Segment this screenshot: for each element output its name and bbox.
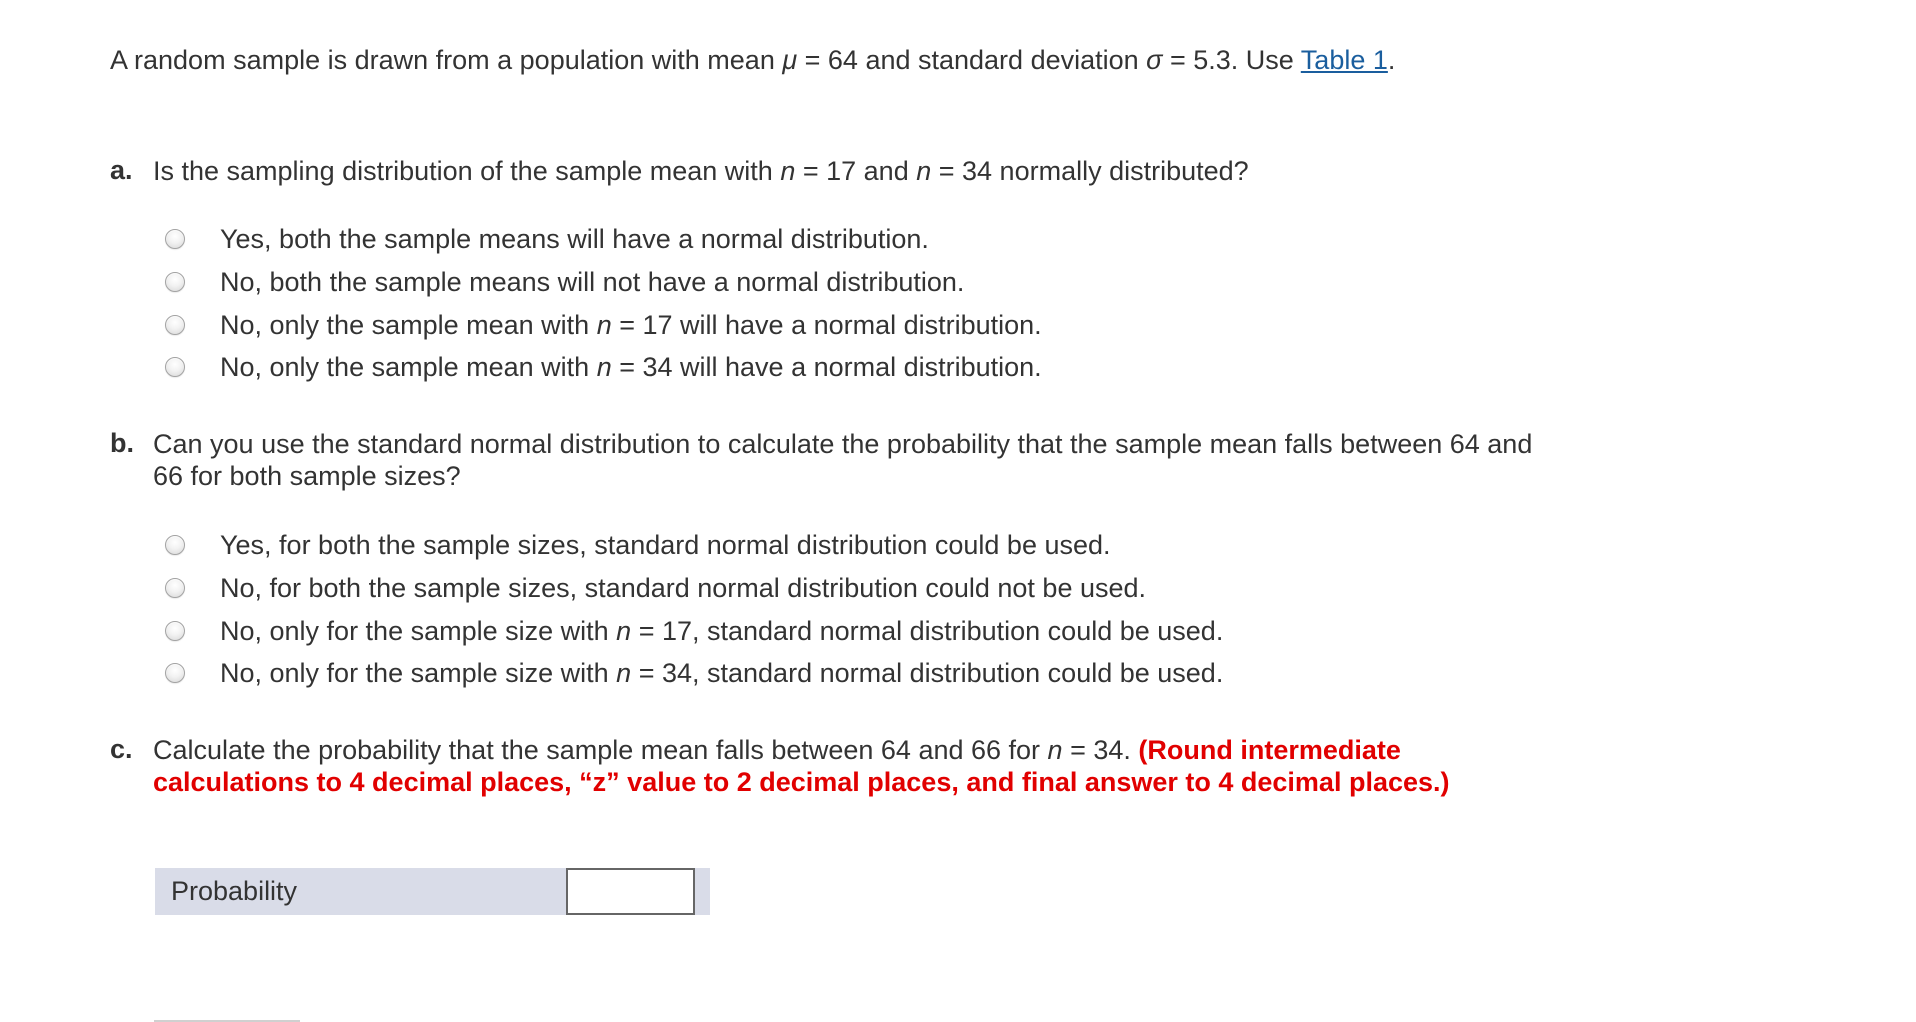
probability-input[interactable]	[566, 868, 695, 915]
question-a-text-1: Is the sampling distribution of the sample mean with	[153, 156, 781, 186]
answer-table	[155, 868, 710, 915]
question-b-text: Can you use the standard normal distribution to calculate the probability that the sample mean falls between 64 and 66 for both sample sizes?	[153, 429, 1533, 491]
option-text-pre: No, only for the sample size with	[220, 658, 617, 688]
radio-button[interactable]	[165, 272, 185, 292]
radio-button[interactable]	[165, 663, 185, 683]
radio-button[interactable]	[165, 229, 185, 249]
question-c-text-1: Calculate the probability that the sample mean falls between 64 and 66 for	[153, 735, 1048, 765]
intro-text-2: = 64 and standard deviation	[797, 45, 1147, 75]
option-label	[220, 351, 1042, 383]
option-label	[220, 309, 1042, 341]
n-variable: n	[1047, 735, 1063, 765]
option-label	[220, 615, 1223, 647]
option-label: No, for both the sample sizes, standard normal distribution could not be used.	[220, 573, 1147, 603]
problem-intro	[110, 44, 1470, 76]
radio-button[interactable]	[165, 535, 185, 555]
intro-text-4: .	[1387, 45, 1396, 75]
option-a1[interactable]	[165, 223, 1365, 263]
option-b2[interactable]	[165, 572, 1365, 612]
option-text-post: = 34, standard normal distribution could be used.	[631, 658, 1224, 688]
radio-button[interactable]	[165, 357, 185, 377]
question-c-letter: c.	[110, 734, 133, 764]
option-text-post: = 17 will have a normal distribution.	[611, 310, 1042, 340]
intro-text-1: A random sample is drawn from a population with mean	[110, 45, 783, 75]
radio-button[interactable]	[165, 315, 185, 335]
question-a-text-3: = 34 normally distributed?	[931, 156, 1249, 186]
question-b-letter: b.	[110, 428, 134, 458]
sigma-symbol: σ	[1146, 45, 1163, 75]
n-variable: n	[596, 310, 612, 340]
option-a3[interactable]	[165, 309, 1365, 349]
option-label: No, both the sample means will not have a normal distribution.	[220, 267, 965, 297]
intro-text-3: = 5.3. Use	[1162, 45, 1301, 75]
question-a-letter: a.	[110, 155, 133, 185]
radio-button[interactable]	[165, 621, 185, 641]
option-label: Yes, both the sample means will have a normal distribution.	[220, 224, 929, 254]
n-variable: n	[916, 156, 932, 186]
option-b3[interactable]	[165, 615, 1365, 655]
option-text-post: = 17, standard normal distribution could be used.	[631, 616, 1224, 646]
question-a-text-2: = 17 and	[795, 156, 917, 186]
mu-symbol: μ	[782, 45, 798, 75]
question-c-text	[153, 734, 1533, 798]
rounding-instruction: (Round intermediate calculations to 4 decimal places, “z” value to 2 decimal places, and final answer to 4 decimal places.)	[153, 735, 1450, 797]
option-text-pre: No, only the sample mean with	[220, 352, 597, 382]
option-label	[220, 657, 1223, 689]
option-text-post: = 34 will have a normal distribution.	[611, 352, 1042, 382]
option-text-pre: No, only for the sample size with	[220, 616, 617, 646]
question-c-text-2: = 34.	[1062, 735, 1139, 765]
probability-label: Probability	[171, 876, 298, 906]
option-a4[interactable]	[165, 351, 1365, 391]
option-text-pre: No, only the sample mean with	[220, 310, 597, 340]
radio-button[interactable]	[165, 578, 185, 598]
option-b1[interactable]	[165, 529, 1365, 569]
option-a2[interactable]	[165, 266, 1365, 306]
n-variable: n	[616, 616, 632, 646]
n-variable: n	[780, 156, 796, 186]
n-variable: n	[616, 658, 632, 688]
option-b4[interactable]	[165, 657, 1365, 697]
option-label: Yes, for both the sample sizes, standard normal distribution could be used.	[220, 530, 1111, 560]
n-variable: n	[596, 352, 612, 382]
question-a-text	[153, 155, 1533, 187]
table-1-link[interactable]: Table 1	[1300, 45, 1388, 75]
